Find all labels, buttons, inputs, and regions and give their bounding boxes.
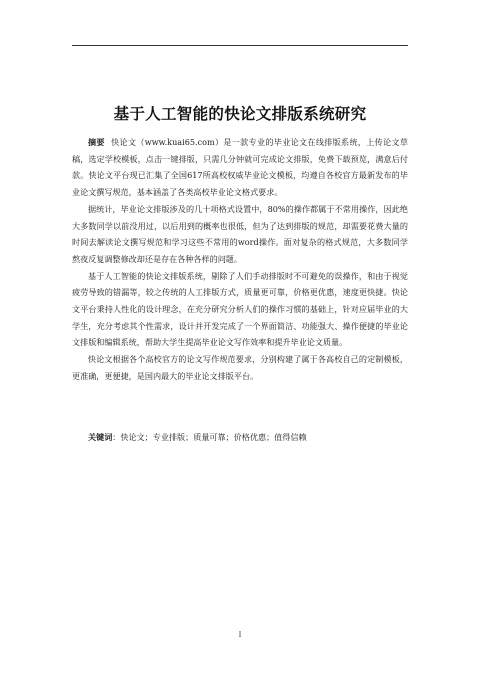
keywords-line — [72, 430, 408, 444]
abstract-paragraph: 据统计，毕业论文排版涉及的几十项格式设置中，80%的操作都属于不常用操作，因此绝大多数同学以前没用过，以后用到的概率也很低，但为了达到排版的规范，却需要花费大量的时间去解读论文撰写规范和学习这些不常用的word操作。面对复杂的格式规范，大多数同学熬夜反复调整修改却还是存在各种各样的问题。 — [72, 203, 408, 264]
keywords-label: 关键词 — [88, 432, 113, 442]
abstract-paragraph: 快论文根据各个高校官方的论文写作规范要求，分别构建了属于各高校自己的定制模板，更准确，更便捷，是国内最大的毕业论文排版平台。 — [72, 354, 408, 381]
abstract-section — [72, 134, 408, 385]
abstract-label: 摘要 — [88, 137, 105, 147]
page-number: I — [238, 631, 242, 639]
keywords-text: ：快论文；专业排版；质量可靠；价格优惠；值得信赖 — [112, 432, 307, 442]
header-rule — [72, 45, 408, 46]
abstract-paragraph — [72, 134, 408, 201]
document-title: 基于人工智能的快论文排版系统研究 — [113, 105, 367, 123]
abstract-paragraph: 基于人工智能的快论文排版系统，剔除了人们手动排版时不可避免的误操作，和由于视觉疲劳导致的错漏等，较之传统的人工排版方式，质量更可靠，价格更优惠，速度更快捷。快论文平台秉持人性化的设计理念，在充分研究分析人们的操作习惯的基础上，针对应届毕业的大学生，充分考虑其个性需求，设计并开发完成了一个界面简洁、功能强大、操作便捷的毕业论文排版和编辑系统，帮助大学生提高毕业论文写作效率和提升毕业论文质量。 — [72, 270, 408, 348]
abstract-text: 快论文（www.kuai65.com）是一款专业的毕业论文在线排版系统，上传论文草稿，选定学校模板，点击一键排版，只需几分钟就可完成论文排版，免费下载预览，满意后付款。快论文平台现已汇集了全国617所高校权威毕业论文模板，均遵自各校官方最新发布的毕业论文撰写规范，基本涵盖了各类高校毕业论文格式要求。 — [72, 137, 408, 198]
